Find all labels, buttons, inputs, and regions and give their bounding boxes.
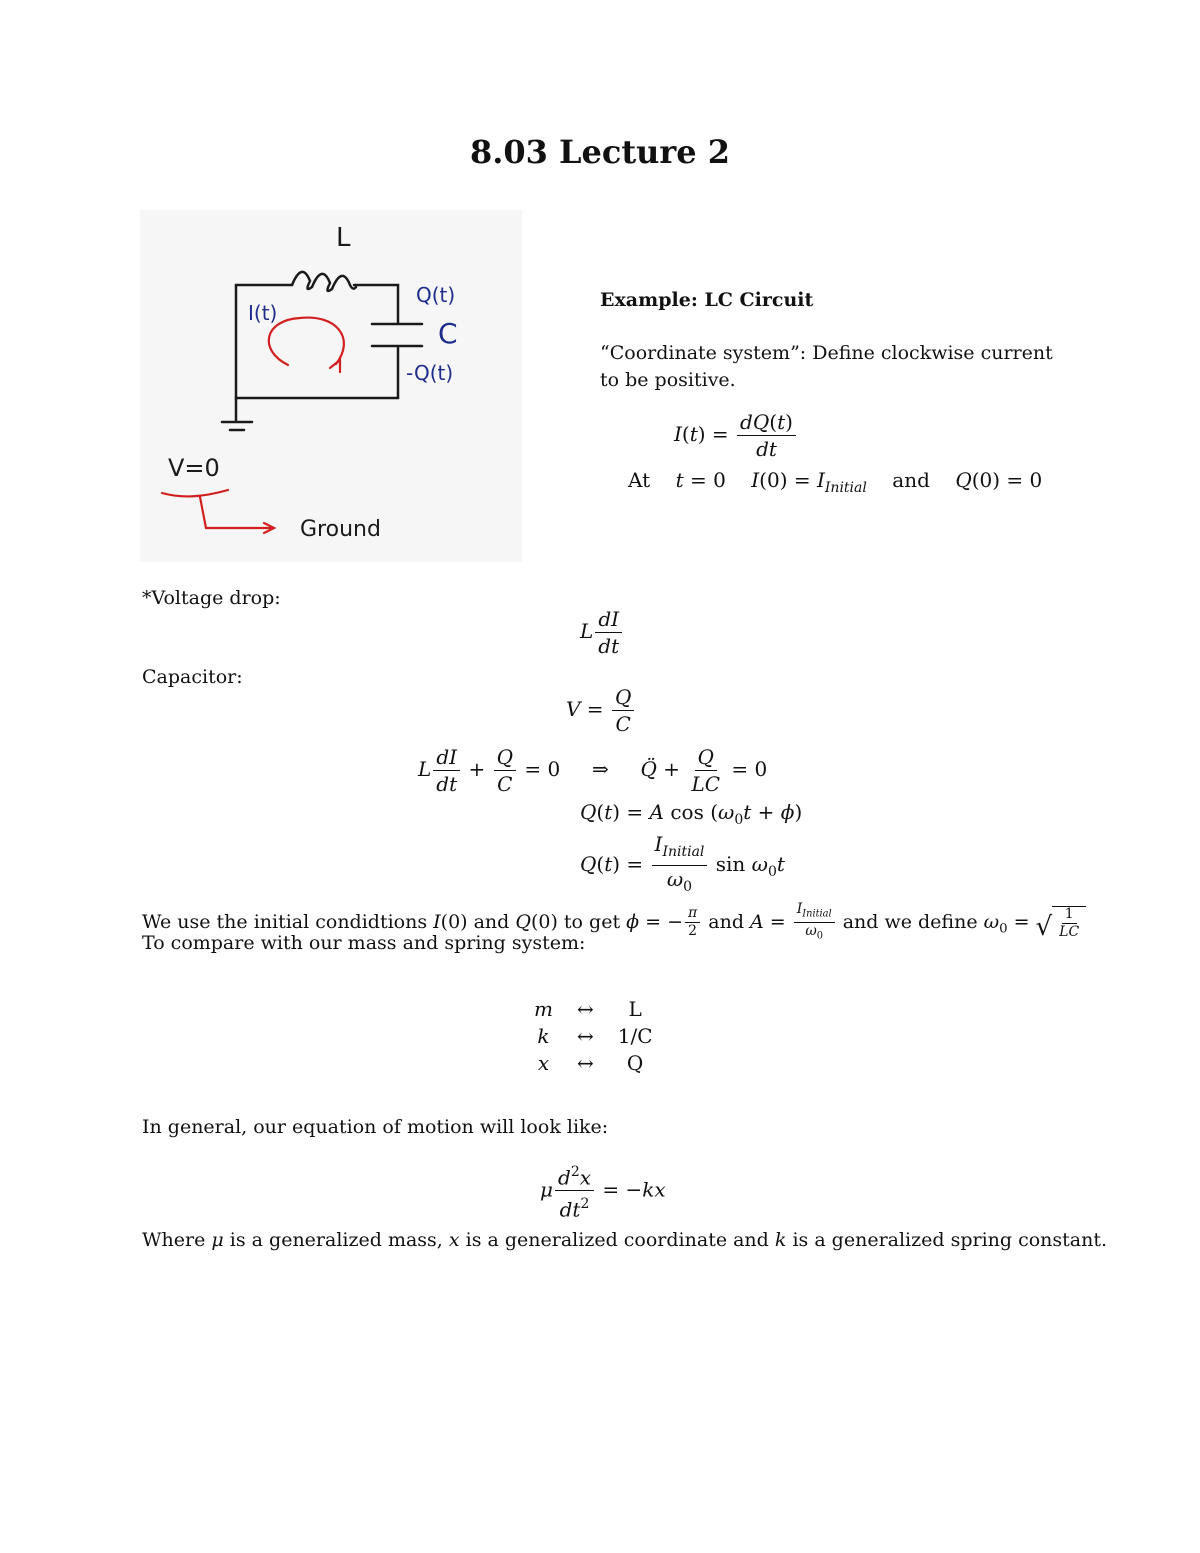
- mapping-right: Q: [626, 1050, 644, 1075]
- capacitor-label: C: [438, 317, 458, 350]
- mapping-row: [522, 995, 665, 1022]
- mapping-row: [522, 1049, 665, 1076]
- lc-circuit-figure: [140, 210, 522, 562]
- general-text: In general, our equation of motion will look like:: [142, 1116, 609, 1138]
- charge-bottom-label: -Q(t): [406, 361, 454, 385]
- ground-label: Ground: [300, 517, 381, 542]
- where-text-4: is a generalized spring constant.: [792, 1229, 1108, 1251]
- capacitor-label: Capacitor:: [142, 666, 243, 688]
- mapping-arrow-icon: ↔: [576, 1050, 594, 1075]
- capacitor-voltage-equation: V = $\frac{Q}{C}$: [566, 685, 636, 736]
- current-definition-equation: I(t) = $\frac{dQ(t)}{dt}$: [674, 410, 798, 461]
- ic-text-4: and: [708, 910, 744, 933]
- mapping-arrow-icon: ↔: [576, 996, 594, 1021]
- where-text-2: is a generalized mass,: [229, 1229, 443, 1251]
- where-text-1: Where: [142, 1229, 206, 1251]
- charge-top-label: Q(t): [416, 283, 456, 307]
- current-label: I(t): [248, 301, 278, 325]
- initial-conditions-paragraph: We use the initial condidtions I(0) and Q(0) to get ϕ = − $\frac{\pi}{2}$ and A = $\frac{I_{Initial}}{\omega_0}$ and we define $\omega_0$ = √ $\frac{1}{LC}$: [142, 902, 1086, 944]
- generalized-equation-of-motion: μ $\frac{d^2x}{dt^2}$ = −kx: [540, 1160, 666, 1222]
- page-title: 8.03 Lecture 2: [469, 133, 731, 171]
- mapping-row: [522, 1022, 665, 1049]
- particular-solution-equation: Q(t) = $\frac{I_{Initial}}{\omega_0}$ $\sin \omega_0t$: [580, 832, 785, 895]
- voltage-drop-label: *Voltage drop:: [142, 587, 281, 609]
- where-paragraph: Where μ is a generalized mass, x is a generalized coordinate and k is a generalized spring constant.: [142, 1229, 1108, 1251]
- ic-text-5: and we define: [842, 910, 978, 933]
- mapping-left: m: [534, 996, 553, 1021]
- mapping-right: 1/C: [617, 1023, 653, 1048]
- compare-text: To compare with our mass and spring system:: [142, 932, 586, 954]
- where-text-3: is a generalized coordinate and: [465, 1229, 769, 1251]
- ic-text-1: We use the initial condidtions: [142, 910, 428, 933]
- inductor-voltage-equation: L $\frac{dI}{dt}$: [580, 607, 624, 658]
- mapping-right: L: [628, 996, 642, 1021]
- initial-conditions-equation: At t = 0 $I(0) = I_{Initial}$ and Q(0) = 0: [628, 468, 1043, 496]
- figure-background: [140, 210, 522, 562]
- mapping-left: k: [537, 1023, 550, 1048]
- example-heading: Example: LC Circuit: [600, 289, 814, 311]
- ic-text-3: to get: [563, 910, 621, 933]
- at-word: At: [628, 468, 651, 492]
- ic-text-2: and: [473, 910, 510, 933]
- loop-equation: L $\frac{dI}{dt}$ + $\frac{Q}{C}$ = 0 ⇒ Q̈ + $\frac{Q}{LC}$ = 0: [418, 745, 768, 796]
- mass-spring-mapping-table: [522, 995, 665, 1076]
- general-solution-equation: Q(t) = A $\cos (\omega_0t + \phi)$: [580, 800, 803, 828]
- inductor-label: L: [336, 223, 351, 253]
- and-word: and: [892, 468, 930, 492]
- mapping-left: x: [537, 1050, 550, 1075]
- example-text: “Coordinate system”: Define clockwise current to be positive.: [600, 342, 1053, 391]
- mapping-arrow-icon: ↔: [576, 1023, 594, 1048]
- voltage-label: V=0: [168, 454, 220, 482]
